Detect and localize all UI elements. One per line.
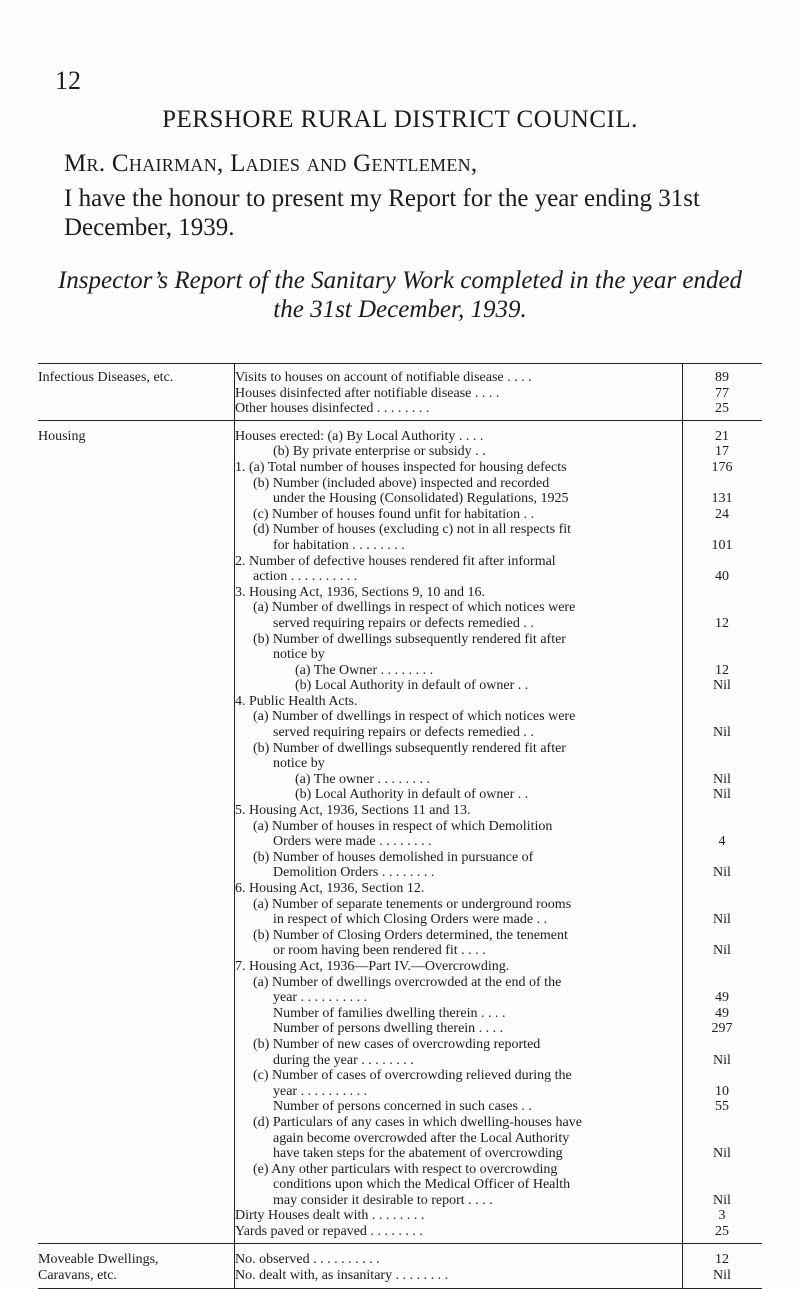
page-number: 12 bbox=[55, 66, 81, 95]
line-item: served requiring repairs or defects remedied . . bbox=[273, 615, 534, 631]
line-item: (b) Number of new cases of overcrowding reported bbox=[253, 1036, 541, 1052]
line-value bbox=[682, 928, 762, 944]
line-value: 10 bbox=[715, 1083, 729, 1099]
section-values bbox=[682, 429, 762, 1240]
line-item: Yards paved or repaved . . . . . . . . bbox=[235, 1224, 423, 1240]
line-item: (c) Number of houses found unfit for habitation . . bbox=[253, 506, 535, 522]
line-value bbox=[682, 959, 762, 975]
line-item: (d) Number of houses (excluding c) not in all respects fit bbox=[253, 522, 572, 538]
line-item: Dirty Houses dealt with . . . . . . . . bbox=[235, 1208, 425, 1224]
category-label: Caravans, etc. bbox=[38, 1267, 117, 1283]
line-value: 49 bbox=[715, 990, 729, 1006]
section-category bbox=[38, 370, 234, 386]
line-item: (b) By private enterprise or subsidy . . bbox=[273, 444, 486, 460]
line-value: 21 bbox=[715, 428, 729, 444]
section-lines bbox=[235, 429, 682, 1240]
line-item: 3. Housing Act, 1936, Sections 9, 10 and 16. bbox=[235, 584, 486, 600]
table-rule bbox=[38, 363, 762, 364]
line-value: 25 bbox=[715, 1224, 729, 1240]
line-item: (b) Number of Closing Orders determined, the tenement bbox=[253, 927, 568, 943]
report-title bbox=[0, 266, 800, 324]
line-value: Nil bbox=[713, 787, 731, 803]
line-item: (b) Number of dwellings subsequently rendered fit after bbox=[253, 740, 566, 756]
category-label: Moveable Dwellings, bbox=[38, 1252, 159, 1267]
line-item: (b) Local Authority in default of owner . . bbox=[295, 678, 529, 694]
line-value: 55 bbox=[715, 1099, 729, 1115]
line-value: Nil bbox=[713, 678, 731, 694]
line-item: may consider it desirable to report . . . . bbox=[273, 1192, 493, 1208]
line-item: year . . . . . . . . . . bbox=[273, 990, 368, 1006]
table-column-rule bbox=[682, 363, 683, 1289]
line-value bbox=[682, 850, 762, 866]
line-item: action . . . . . . . . . . bbox=[253, 569, 358, 585]
line-value bbox=[682, 803, 762, 819]
line-value bbox=[682, 1115, 762, 1131]
line-value: 89 bbox=[715, 370, 729, 385]
council-name: PERSHORE RURAL DISTRICT COUNCIL. bbox=[162, 106, 638, 133]
line-item: (a) Number of houses in respect of which Demolition bbox=[253, 818, 553, 834]
line-value bbox=[682, 522, 762, 538]
line-item: (a) Number of separate tenements or underground rooms bbox=[253, 896, 572, 912]
table-rule bbox=[38, 1243, 762, 1244]
line-value bbox=[682, 647, 762, 663]
line-value bbox=[682, 694, 762, 710]
line-item: 4. Public Health Acts. bbox=[235, 693, 358, 709]
line-value: 4 bbox=[718, 834, 726, 850]
line-value: 3 bbox=[718, 1208, 726, 1224]
line-value: Nil bbox=[713, 865, 731, 881]
line-value: 12 bbox=[715, 1252, 729, 1267]
line-value: 12 bbox=[715, 615, 729, 631]
line-value: Nil bbox=[713, 1192, 731, 1208]
category-label: Housing bbox=[38, 428, 86, 444]
line-value: Nil bbox=[713, 1146, 731, 1162]
line-item: or room having been rendered fit . . . . bbox=[273, 943, 486, 959]
line-value bbox=[682, 741, 762, 757]
section-lines bbox=[235, 370, 682, 417]
line-value: 24 bbox=[715, 506, 729, 522]
line-item: 2. Number of defective houses rendered fit after informal bbox=[235, 553, 556, 569]
line-item: 1. (a) Total number of houses inspected for housing defects bbox=[235, 459, 567, 475]
line-item: (a) The owner . . . . . . . . bbox=[295, 771, 431, 787]
line-item: No. observed . . . . . . . . . . bbox=[235, 1252, 380, 1267]
line-value bbox=[682, 819, 762, 835]
line-value bbox=[682, 881, 762, 897]
line-item: Number of families dwelling therein . . . . bbox=[273, 1005, 506, 1021]
line-item: notice by bbox=[273, 647, 325, 663]
line-item: (a) Number of dwellings in respect of which notices were bbox=[253, 709, 576, 725]
table-column-rule bbox=[234, 363, 235, 1289]
section-values bbox=[682, 370, 762, 417]
line-value bbox=[682, 476, 762, 492]
report-title-line-1: Inspector’s Report of the Sanitary Work completed in the year ended bbox=[57, 267, 743, 294]
line-item: during the year . . . . . . . . bbox=[273, 1052, 414, 1068]
intro-paragraph: I have the honour to present my Report for the year ending 31st December, 1939. bbox=[64, 185, 700, 241]
table-section bbox=[38, 370, 762, 417]
line-item: notice by bbox=[273, 756, 325, 772]
line-value: 40 bbox=[715, 569, 729, 585]
line-value bbox=[682, 1162, 762, 1178]
line-value: 49 bbox=[715, 1005, 729, 1021]
line-item: again become overcrowded after the Local Authority bbox=[273, 1130, 570, 1146]
line-item: Number of persons dwelling therein . . . . bbox=[273, 1021, 504, 1037]
line-value: 77 bbox=[715, 385, 729, 401]
section-lines bbox=[235, 1252, 682, 1283]
line-value bbox=[682, 756, 762, 772]
line-item: 6. Housing Act, 1936, Section 12. bbox=[235, 881, 425, 897]
line-value bbox=[682, 1037, 762, 1053]
line-item: (c) Number of cases of overcrowding relieved during the bbox=[253, 1068, 572, 1084]
line-item: (a) The Owner . . . . . . . . bbox=[295, 662, 434, 678]
line-value: 101 bbox=[711, 537, 733, 553]
line-value bbox=[682, 1177, 762, 1193]
report-title-line-2: the 31st December, 1939. bbox=[273, 296, 527, 323]
line-item: under the Housing (Consolidated) Regulations, 1925 bbox=[273, 491, 569, 507]
category-label: Infectious Diseases, etc. bbox=[38, 370, 174, 385]
line-item: (d) Particulars of any cases in which dwelling-houses have bbox=[253, 1114, 582, 1130]
line-value bbox=[682, 975, 762, 991]
line-value: Nil bbox=[713, 725, 731, 741]
line-item: 7. Housing Act, 1936—Part IV.—Overcrowding. bbox=[235, 958, 510, 974]
line-value bbox=[682, 600, 762, 616]
line-item: Other houses disinfected . . . . . . . . bbox=[235, 401, 430, 417]
line-item: (b) Number (included above) inspected and recorded bbox=[253, 475, 550, 491]
section-category bbox=[38, 1252, 234, 1283]
line-value bbox=[682, 1068, 762, 1084]
table-section bbox=[38, 429, 762, 1240]
line-item: (b) Number of houses demolished in pursuance of bbox=[253, 849, 534, 865]
line-item: in respect of which Closing Orders were made . . bbox=[273, 912, 548, 928]
line-item: Orders were made . . . . . . . . bbox=[273, 834, 432, 850]
line-value: 25 bbox=[715, 401, 729, 417]
line-item: served requiring repairs or defects remedied . . bbox=[273, 725, 534, 741]
line-item: (e) Any other particulars with respect to overcrowding bbox=[253, 1161, 558, 1177]
section-category bbox=[38, 429, 234, 445]
line-item: (a) Number of dwellings overcrowded at the end of the bbox=[253, 974, 562, 990]
line-item: (b) Number of dwellings subsequently rendered fit after bbox=[253, 631, 566, 647]
line-value: Nil bbox=[713, 912, 731, 928]
line-item: Visits to houses on account of notifiable disease . . . . bbox=[235, 370, 532, 385]
line-value: 17 bbox=[715, 444, 729, 460]
line-value: Nil bbox=[713, 1052, 731, 1068]
line-value bbox=[682, 632, 762, 648]
line-item: for habitation . . . . . . . . bbox=[273, 537, 405, 553]
line-item: conditions upon which the Medical Officer of Health bbox=[273, 1177, 571, 1193]
line-value: 131 bbox=[711, 491, 733, 507]
line-value: 12 bbox=[715, 662, 729, 678]
line-value bbox=[682, 897, 762, 913]
line-item: have taken steps for the abatement of overcrowding bbox=[273, 1146, 563, 1162]
line-item: (b) Local Authority in default of owner . . bbox=[295, 787, 529, 803]
line-item: Number of persons concerned in such cases . . bbox=[273, 1099, 532, 1115]
line-item: 5. Housing Act, 1936, Sections 11 and 13. bbox=[235, 803, 471, 819]
line-value bbox=[682, 709, 762, 725]
line-value: Nil bbox=[713, 1267, 731, 1283]
line-value: 297 bbox=[711, 1021, 733, 1037]
line-item: No. dealt with, as insanitary . . . . . . . . bbox=[235, 1267, 449, 1283]
line-item: Houses disinfected after notifiable disease . . . . bbox=[235, 385, 500, 401]
line-item: Demolition Orders . . . . . . . . bbox=[273, 865, 435, 881]
table-section bbox=[38, 1252, 762, 1283]
line-item: Houses erected: (a) By Local Authority . . . . bbox=[235, 428, 484, 444]
line-item: year . . . . . . . . . . bbox=[273, 1083, 368, 1099]
salutation: Mr. Chairman, Ladies and Gentlemen, bbox=[64, 150, 478, 177]
section-values bbox=[682, 1252, 762, 1283]
line-item: (a) Number of dwellings in respect of which notices were bbox=[253, 600, 576, 616]
table-rule bbox=[38, 420, 762, 421]
line-value: Nil bbox=[713, 771, 731, 787]
line-value: 176 bbox=[711, 459, 733, 475]
line-value: Nil bbox=[713, 943, 731, 959]
line-value bbox=[682, 1131, 762, 1147]
line-value bbox=[682, 585, 762, 601]
line-value bbox=[682, 554, 762, 570]
